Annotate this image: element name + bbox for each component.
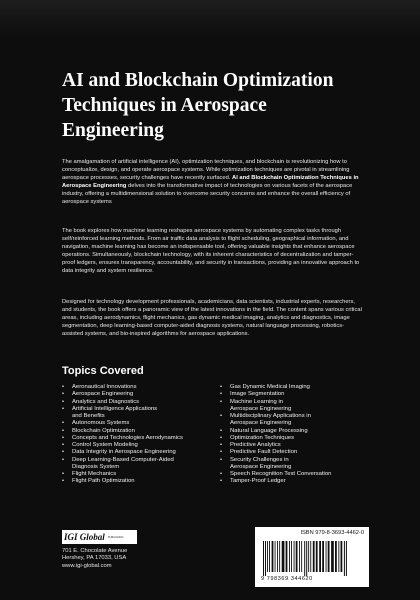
- bullet-icon: •: [220, 427, 223, 434]
- topic-label: Aerospace Engineering: [230, 420, 292, 427]
- title-line: Techniques in Aerospace: [62, 95, 267, 116]
- barcode-bar: [344, 541, 345, 576]
- bullet-icon: •: [62, 449, 65, 456]
- publisher-logo-tagline: PUBLISHING: [107, 535, 124, 539]
- description-paragraph-3: Designed for technology development professionals, academicians, data scientists, industrial experts, researchers, and students, the book offers a panoramic view of the latest innovations in the field. The content spans various critical areas, including aerodynamics, flight mechanics, gas dynamic medical imaging, analytics and diagnostics, image segmentation, deep learning-based computer-aided diagnosis systems, natural language processing, robotics-assisted systems, and bio-inspired algorithms for aerospace applications.: [62, 299, 362, 338]
- bullet-icon: •: [220, 398, 223, 405]
- barcode-bar: [267, 541, 268, 572]
- barcode-bar: [313, 541, 315, 572]
- title-line: AI and Blockchain Optimization: [62, 70, 334, 91]
- bullet-icon: •: [62, 442, 65, 448]
- barcode-bar: [335, 541, 337, 572]
- topics-heading: Topics Covered: [62, 365, 144, 377]
- address-line: Hershey, PA 17033, USA: [62, 555, 127, 562]
- bullet-icon: •: [220, 478, 223, 485]
- description-paragraph-2: The book explores how machine learning reshapes aerospace systems by automating complex tasks through self/reinforced learning methods. From air traffic data analysis to flight scheduling, geographical information, and navigation, machine learning has become an indispensable tool, offering valuable insights that enhance aerospace operations. Simultaneously, blockchain technology, with its inherent characteristics of decentralization and tamper-proof ledgers, ensures transparency, accountability, and security in transactions, providing an innovative approach to data integrity and system resilience.: [62, 228, 360, 275]
- bullet-icon: •: [62, 405, 65, 412]
- publisher-address: [62, 548, 127, 570]
- topic-label: Blockchain Optimization: [72, 427, 135, 434]
- topic-label: Aerospace Engineering: [230, 463, 292, 470]
- bullet-icon: •: [62, 391, 65, 398]
- topic-label: and Benefits: [72, 413, 105, 419]
- topic-label: Flight Path Optimization: [72, 478, 135, 485]
- topic-item: [62, 406, 210, 421]
- topic-label: Tamper-Proof Ledger: [230, 478, 286, 485]
- barcode-bar: [301, 541, 302, 572]
- isbn-label: ISBN 979-8-3693-4462-0: [300, 530, 364, 536]
- topic-item: [220, 435, 370, 442]
- topics-list-left: [62, 384, 210, 486]
- publisher-logo-text: IGI Global: [64, 531, 105, 542]
- topic-label: Machine Learning in: [230, 398, 284, 405]
- bullet-icon: •: [62, 398, 65, 405]
- barcode-number: 9 798369 344620: [261, 576, 313, 582]
- barcode-bar: [310, 541, 311, 572]
- barcode-bar: [282, 541, 285, 572]
- bullet-icon: •: [62, 471, 65, 477]
- publisher-website: www.igi-global.com: [62, 562, 112, 569]
- topic-label: Control System Modeling: [72, 442, 138, 448]
- topic-item: [62, 435, 210, 442]
- bullet-icon: •: [220, 442, 223, 448]
- topic-label: Multidisciplinary Applications in: [230, 413, 311, 419]
- topic-label: Diagnosis System: [72, 463, 120, 470]
- barcode-bar: [296, 541, 298, 572]
- topic-label: Optimization Techniques: [230, 434, 295, 441]
- topic-item: [220, 478, 370, 485]
- description-text: delves into the transformative impact of technologies on various facets of the aerospace industry, offering a multidimensional solution to overcome security concerns and enhance the overall efficiency of aerospace systems: [62, 183, 353, 206]
- topic-label: Autonomous Systems: [72, 420, 130, 427]
- barcode-bar: [319, 541, 321, 572]
- barcode-bar: [269, 541, 270, 572]
- topic-item: [220, 442, 370, 449]
- topic-label: Aerospace Engineering: [230, 405, 292, 412]
- topic-item: [62, 428, 210, 435]
- topic-item: [220, 471, 370, 478]
- barcode-bar: [304, 541, 305, 576]
- description-text: The amalgamation of artificial intelligence (AI), optimization techniques, and blockchain is revolutionizing how to conceptualize, design, and operate aerospace systems. While optimization techniques are pivotal in streamlining aerospace processes, security challenges have recently surfaced.: [62, 159, 350, 182]
- topics-list-right: [220, 384, 370, 486]
- topic-label: Flight Mechanics: [72, 471, 117, 477]
- topic-item: [62, 384, 210, 391]
- topic-item: [62, 442, 210, 449]
- cover-top-band: [0, 0, 420, 36]
- title-line: Engineering: [62, 120, 164, 141]
- barcode-bar: [275, 541, 276, 572]
- topic-item: [220, 449, 370, 456]
- topic-item: [62, 391, 210, 398]
- book-title: [62, 68, 382, 143]
- topic-label: Predictive Fault Detection: [230, 449, 298, 456]
- bullet-icon: •: [220, 434, 223, 441]
- topic-label: Security Challenges in: [230, 456, 289, 463]
- topic-item: [62, 399, 210, 406]
- publisher-logo: [62, 530, 137, 544]
- barcode-bar: [294, 541, 295, 572]
- barcode-bar: [341, 541, 343, 572]
- barcode-bar: [326, 541, 327, 572]
- barcode-bar: [289, 541, 290, 572]
- topic-item: [62, 478, 210, 485]
- barcode-bar: [299, 541, 300, 572]
- bullet-icon: •: [220, 456, 223, 463]
- bullet-icon: •: [62, 420, 65, 427]
- barcode-bar: [306, 541, 307, 576]
- topic-item: [62, 457, 210, 472]
- topic-label: Deep Learning-Based Computer-Aided: [72, 456, 174, 463]
- bullet-icon: •: [62, 427, 65, 434]
- barcode-bar: [277, 541, 278, 572]
- barcode-bar: [322, 541, 324, 572]
- topic-label: Aeronautical Innovations: [72, 384, 137, 390]
- barcode-bar: [263, 541, 264, 576]
- topic-item: [220, 457, 370, 472]
- bullet-icon: •: [220, 471, 223, 477]
- barcode-bar: [328, 541, 330, 572]
- topic-label: Artificial Intelligence Applications: [72, 405, 158, 412]
- topic-label: Analytics and Diagnostics: [72, 398, 140, 405]
- bullet-icon: •: [62, 434, 65, 441]
- bullet-icon: •: [220, 391, 223, 398]
- barcode-bar: [308, 541, 309, 572]
- topic-item: [220, 428, 370, 435]
- barcode-bar: [346, 541, 347, 576]
- bullet-icon: •: [220, 413, 223, 419]
- topic-label: Predictive Analytics: [230, 442, 281, 448]
- barcode-bar: [286, 541, 288, 572]
- barcode-bar: [331, 541, 334, 572]
- bullet-icon: •: [62, 384, 65, 390]
- topic-label: Image Segmentation: [230, 391, 285, 398]
- barcode-image: [263, 541, 361, 576]
- bullet-icon: •: [62, 456, 65, 463]
- topic-label: Data Integrity in Aerospace Engineering: [72, 449, 176, 456]
- barcode-bar: [338, 541, 339, 572]
- description-paragraph-1: [62, 158, 362, 206]
- barcode-bar: [291, 541, 292, 572]
- barcode-bar: [279, 541, 280, 572]
- description-bold-title: AI and Blockchain Optimization Techniques in Aerospace Engineering: [62, 175, 359, 190]
- topic-item: [220, 384, 370, 391]
- topic-label: Speech Recognition Text Conversation: [230, 471, 332, 477]
- topic-label: Aerospace Engineering: [72, 391, 134, 398]
- bullet-icon: •: [62, 478, 65, 485]
- topic-item: [62, 471, 210, 478]
- barcode-bar: [272, 541, 274, 572]
- bullet-icon: •: [220, 449, 223, 456]
- topic-label: Natural Language Processing: [230, 427, 308, 434]
- address-line: 701 E. Chocolate Avenue: [62, 548, 128, 554]
- topic-item: [220, 399, 370, 414]
- topic-item: [62, 420, 210, 427]
- topic-item: [220, 391, 370, 398]
- topic-item: [220, 413, 370, 428]
- topic-item: [62, 449, 210, 456]
- topic-label: Concepts and Technologies Aerodynamics: [72, 434, 183, 441]
- topic-label: Gas Dynamic Medical Imaging: [230, 384, 310, 390]
- barcode-bar: [316, 541, 318, 572]
- barcode-bar: [265, 541, 266, 576]
- barcode-box: [255, 527, 369, 587]
- bullet-icon: •: [220, 384, 223, 390]
